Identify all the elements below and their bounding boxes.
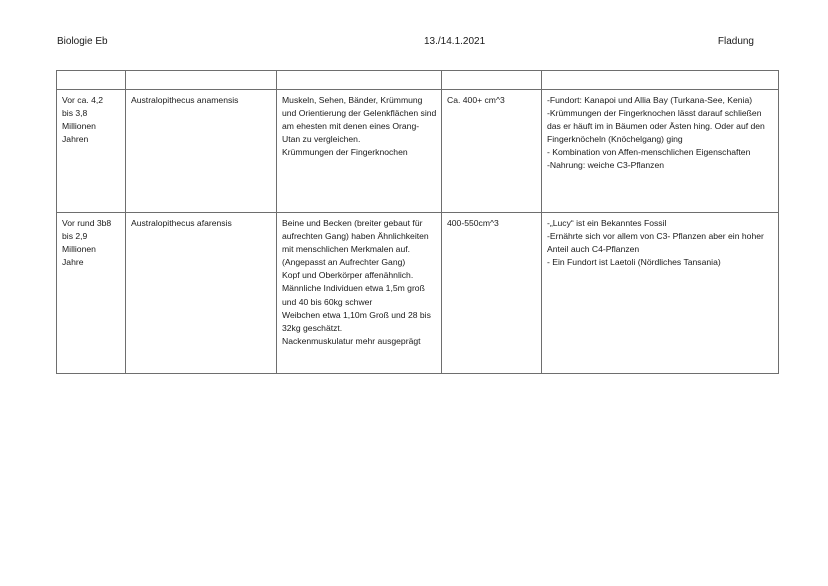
cell-features: Muskeln, Sehen, Bänder, Krümmung und Orientierung der Gelenkflächen sind am ehesten mit denen eines Orang-Utan zu vergleichen. Krümmungen der Fingerknochen bbox=[277, 90, 442, 213]
page-header bbox=[57, 36, 754, 50]
table-cell-empty bbox=[277, 71, 442, 90]
cell-time: Vor ca. 4,2 bis 3,8 Millionen Jahren bbox=[57, 90, 126, 213]
header-author: Fladung bbox=[717, 36, 754, 47]
header-date: 13./14.1.2021 bbox=[424, 36, 486, 47]
cell-time: Vor rund 3b8 bis 2,9 Millionen Jahre bbox=[57, 213, 126, 374]
table-row bbox=[57, 90, 779, 213]
header-subject: Biologie Eb bbox=[57, 36, 108, 47]
cell-species: Australopithecus afarensis bbox=[126, 213, 277, 374]
cell-notes: -„Lucy“ ist ein Bekanntes Fossil -Ernährte sich vor allem von C3- Pflanzen aber ein hoher Anteil auch C4-Pflanzen - Ein Fundort ist Laetoli (Nördliches Tansania) bbox=[542, 213, 779, 374]
hominin-table bbox=[56, 70, 779, 374]
table-cell-empty bbox=[442, 71, 542, 90]
table-row bbox=[57, 213, 779, 374]
cell-species: Australopithecus anamensis bbox=[126, 90, 277, 213]
cell-features: Beine und Becken (breiter gebaut für aufrechten Gang) haben Ähnlichkeiten mit menschlichen Merkmalen auf. (Angepasst an Aufrechter Gang) Kopf und Oberkörper affenähnlich. Männliche Individuen etwa 1,5m groß und 40 bis 60kg schwer Weibchen etwa 1,10m Groß und 28 bis 32kg geschätzt. Nackenmuskulatur mehr ausgeprägt bbox=[277, 213, 442, 374]
cell-brain-volume: 400-550cm^3 bbox=[442, 213, 542, 374]
table-row-empty bbox=[57, 71, 779, 90]
table-cell-empty bbox=[57, 71, 126, 90]
cell-brain-volume: Ca. 400+ cm^3 bbox=[442, 90, 542, 213]
table-cell-empty bbox=[126, 71, 277, 90]
table-cell-empty bbox=[542, 71, 779, 90]
cell-notes: -Fundort: Kanapoi und Allia Bay (Turkana-See, Kenia) -Krümmungen der Fingerknochen lässt darauf schließen das er häuft im in Bäumen oder Ästen hing. Oder auf den Fingerknöcheln (Knöchelgang) ging - Kombination von Affen-menschlichen Eigenschaften -Nahrung: weiche C3-Pflanzen bbox=[542, 90, 779, 213]
